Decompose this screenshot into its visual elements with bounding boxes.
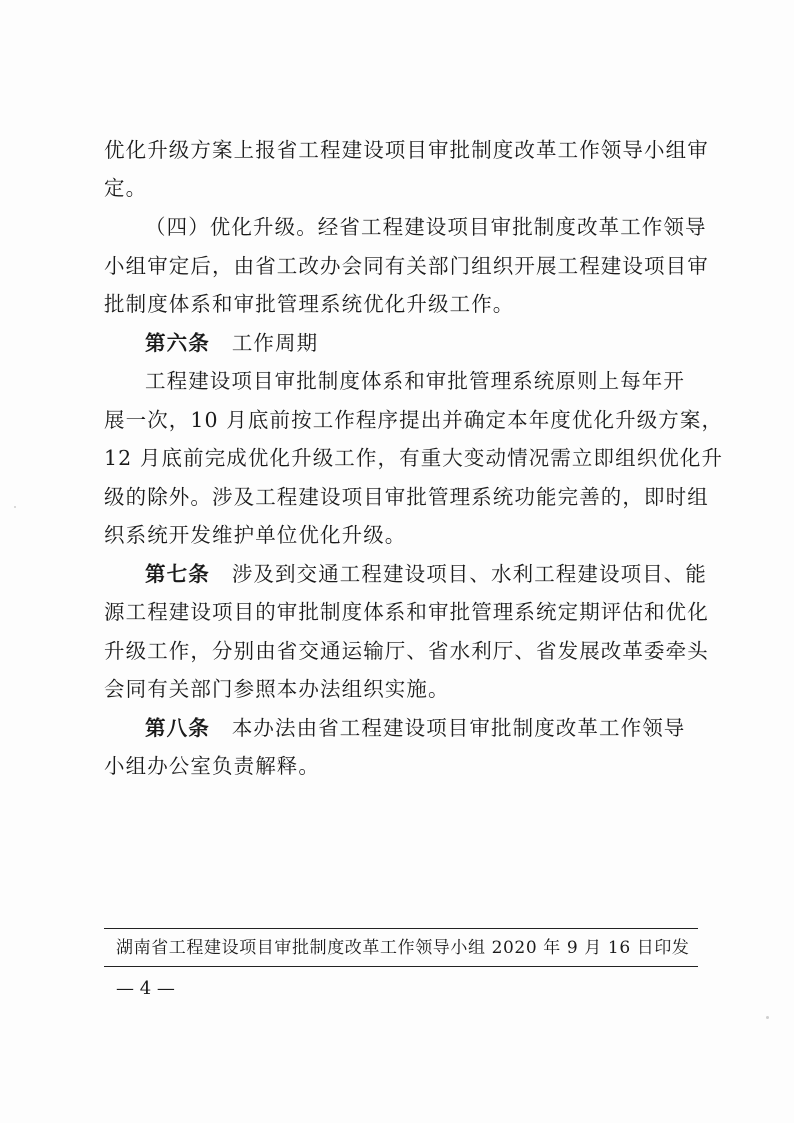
footer-bottom-rule: [104, 966, 698, 967]
footer-top-rule: [104, 928, 698, 929]
paragraph-line: 会同有关部门参照本办法组织实施。: [104, 677, 450, 701]
article-paragraph: [145, 710, 695, 746]
page-number: — 4 —: [116, 978, 175, 999]
paragraph-line: 升级工作，分别由省交通运输厅、省水利厅、省发展改革委牵头: [104, 639, 709, 663]
paragraph-line: 级的除外。涉及工程建设项目审批管理系统功能完善的，即时组: [104, 485, 709, 509]
paragraph-line: 优化升级方案上报省工程建设项目审批制度改革工作领导小组审: [104, 138, 709, 162]
article-title: 工作周期: [231, 331, 319, 355]
paragraph-line: 工程建设项目审批制度体系和审批管理系统原则上每年开: [145, 369, 685, 393]
paragraph-line: （四）优化升级。经省工程建设项目审批制度改革工作领导: [145, 215, 707, 239]
scan-speck: [766, 1016, 769, 1019]
paragraph-line: 批制度体系和审批管理系统优化升级工作。: [104, 292, 515, 316]
article-label: 第六条: [145, 331, 210, 355]
article-label: 第七条: [145, 562, 210, 586]
scan-speck: [14, 506, 16, 508]
article-text: 涉及到交通工程建设项目、水利工程建设项目、能: [231, 562, 708, 586]
issuer-line: 湖南省工程建设项目审批制度改革工作领导小组 2020 年 9 月 16 日印发: [116, 938, 690, 958]
paragraph-line: 小组审定后，由省工改办会同有关部门组织开展工程建设项目审: [104, 254, 709, 278]
paragraph-line: 织系统开发维护单位优化升级。: [104, 523, 407, 547]
article-label: 第八条: [145, 716, 210, 740]
paragraph-line: 12 月底前完成优化升级工作，有重大变动情况需立即组织优化升: [104, 446, 724, 470]
article-text: 本办法由省工程建设项目审批制度改革工作领导: [231, 716, 686, 740]
article-paragraph: [145, 556, 708, 592]
paragraph-line: 小组办公室负责解释。: [104, 754, 320, 778]
paragraph-line: 源工程建设项目的审批制度体系和审批管理系统定期评估和优化: [104, 600, 709, 624]
paragraph-line: 展一次，10 月底前按工作程序提出并确定本年度优化升级方案，: [104, 408, 724, 432]
paragraph-line: 定。: [104, 176, 148, 200]
article-heading: [145, 325, 695, 361]
